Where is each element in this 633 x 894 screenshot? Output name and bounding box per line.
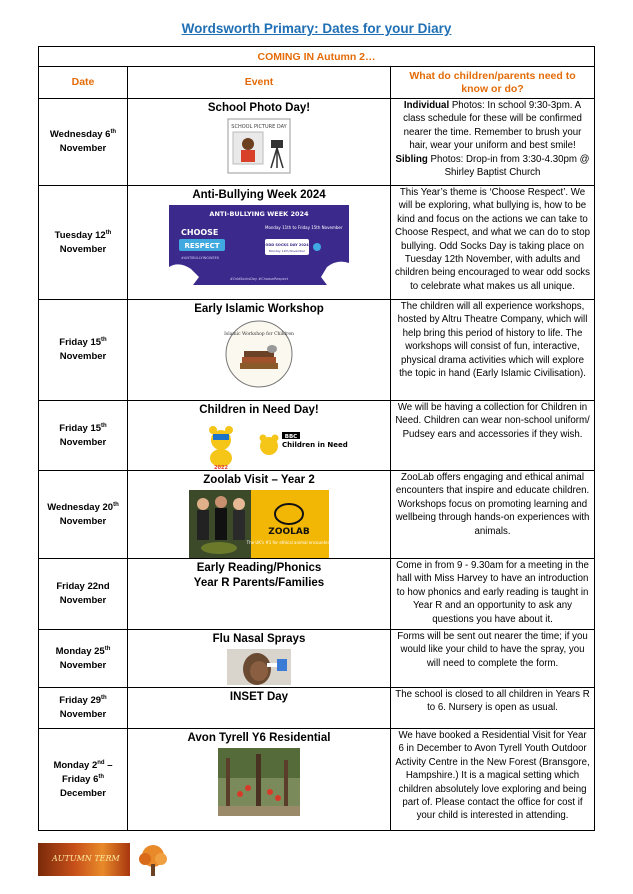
row-date: Friday 29th November [39, 688, 128, 729]
zoolab-image [189, 490, 332, 558]
svg-text:CHOOSE: CHOOSE [181, 228, 219, 237]
row-event [128, 186, 391, 300]
row-event [128, 300, 391, 401]
table-row [39, 630, 595, 688]
table-row [39, 688, 595, 729]
row-date: Wednesday 6th November [39, 99, 128, 186]
svg-text:ODD SOCKS DAY 2024: ODD SOCKS DAY 2024 [265, 243, 309, 247]
event-title: Early Islamic Workshop [194, 303, 324, 315]
school-photo-label: SCHOOL PICTURE DAY [231, 124, 287, 130]
svg-text:2022: 2022 [214, 465, 228, 471]
event-title: Children in Need Day! [199, 404, 319, 416]
autumn-term-banner [38, 843, 130, 876]
header-event: Event [128, 67, 391, 99]
avon-tyrell-image [218, 748, 300, 816]
row-info: We will be having a collection for Children in Need. Children can wear non-school uniform/ Pudsey ears and accessories if they wish. [391, 401, 595, 471]
autumn-tree-icon [134, 842, 172, 878]
row-info: Come in from 9 - 9.30am for a meeting in the hall with Miss Harvey to have an introduction to how phonics and early reading is taught in Year R and an opportunity to ask any questions you have about it. [391, 559, 595, 630]
coming-in-heading: COMING IN Autumn 2… [39, 47, 595, 67]
table-row [39, 99, 595, 186]
table-row [39, 401, 595, 471]
row-event [128, 559, 391, 630]
autumn-term-label: AUTUMN TERM [52, 854, 120, 863]
row-event [128, 99, 391, 186]
flu-spray-image [227, 649, 291, 685]
svg-text:RESPECT: RESPECT [184, 242, 220, 250]
svg-text:#OddSocksDay #ChooseRespect: #OddSocksDay #ChooseRespect [229, 277, 289, 281]
event-title: Zoolab Visit – Year 2 [203, 474, 315, 486]
row-date: Friday 22nd November [39, 559, 128, 630]
row-date: Tuesday 12th November [39, 186, 128, 300]
event-title: Flu Nasal Sprays [212, 633, 306, 645]
row-event [128, 401, 391, 471]
svg-text:Monday 11th to Friday 15th Nov: Monday 11th to Friday 15th November [265, 225, 343, 230]
table-row [39, 186, 595, 300]
svg-text:BBC: BBC [284, 434, 298, 440]
row-info: The children will all experience workshops, hosted by Altru Theatre Company, which will help bring this period of history to life. The workshops will consist of fun, interactive, physical drama activities which will explore the topic in hand (Early Islamic Civilisation). [391, 300, 595, 401]
svg-text:ZOOLAB: ZOOLAB [268, 527, 310, 537]
row-info: ZooLab offers engaging and ethical animal encounters that inspire and educate children. Workshops focus on promoting learning and wellbeing through hands-on experiences with animals. [391, 471, 595, 559]
svg-text:The UK's #1 for ethical animal: The UK's #1 for ethical animal encounters [246, 540, 332, 545]
row-event [128, 630, 391, 688]
row-date: Monday 25th November [39, 630, 128, 688]
row-date: Wednesday 20th November [39, 471, 128, 559]
event-title: INSET Day [229, 691, 289, 703]
row-event [128, 471, 391, 559]
row-date: Monday 2nd – Friday 6th December [39, 729, 128, 831]
page-title: Wordsworth Primary: Dates for your Diary [181, 21, 452, 36]
children-in-need-image [199, 420, 348, 471]
event-title-line2: Year R Parents/Families [193, 577, 325, 589]
header-info: What do children/parents need to know or do? [391, 67, 595, 99]
row-info: The school is closed to all children in Years R to 6. Nursery is open as usual. [391, 688, 595, 729]
event-title: School Photo Day! [207, 102, 311, 114]
anti-bullying-banner [169, 205, 349, 285]
svg-text:Islamic Workshop for Children: Islamic Workshop for Children [224, 332, 294, 337]
table-row [39, 559, 595, 630]
table-row [39, 471, 595, 559]
islamic-workshop-image [224, 319, 294, 389]
svg-text:#ANTIBULLYINGWEEK: #ANTIBULLYINGWEEK [181, 256, 220, 260]
row-info: This Year’s theme is ‘Choose Respect’. We will be exploring, what bullying is, how to be kind and focus on the actions we can take to Choose Respect, and what we can do to stop bullying. Odd Socks Day is taking place on Tuesday 12th November, with adults and children being encouraged to wear odd socks to celebrate what makes us all unique. [391, 186, 595, 300]
row-date: Friday 15th November [39, 401, 128, 471]
diary-table [38, 46, 595, 831]
event-title: Early Reading/Phonics [196, 562, 322, 574]
svg-text:ANTI-BULLYING WEEK 2024: ANTI-BULLYING WEEK 2024 [209, 210, 309, 218]
svg-text:Children in Need: Children in Need [282, 441, 348, 449]
header-date: Date [39, 67, 128, 99]
row-date: Friday 15th November [39, 300, 128, 401]
svg-text:Monday 11th November: Monday 11th November [268, 249, 306, 253]
row-event [128, 688, 391, 729]
event-title: Anti-Bullying Week 2024 [192, 189, 326, 201]
row-info: We have booked a Residential Visit for Year 6 in December to Avon Tyrell Youth Outdoor Activity Centre in the New Forest (Bransgore, Hampshire.) It is a magical setting which children absolutely love exploring and being part of. Please contact the office for cost if your child is interested in attending. [391, 729, 595, 831]
school-photo-image [227, 118, 291, 174]
event-title: Avon Tyrell Y6 Residential [187, 732, 331, 744]
row-event [128, 729, 391, 831]
table-row [39, 300, 595, 401]
row-info: Forms will be sent out nearer the time; if you would like your child to have the spray, you will need to complete the form. [391, 630, 595, 688]
row-info: Individual Photos: In school 9:30-3pm. A class schedule for these will be confirmed nearer the time. Remember to brush your hair, wear your uniform and best smile! Sibling Photos: Drop-in from 3:30-4.30pm @ Shirley Baptist Church [391, 99, 595, 186]
table-row [39, 729, 595, 831]
